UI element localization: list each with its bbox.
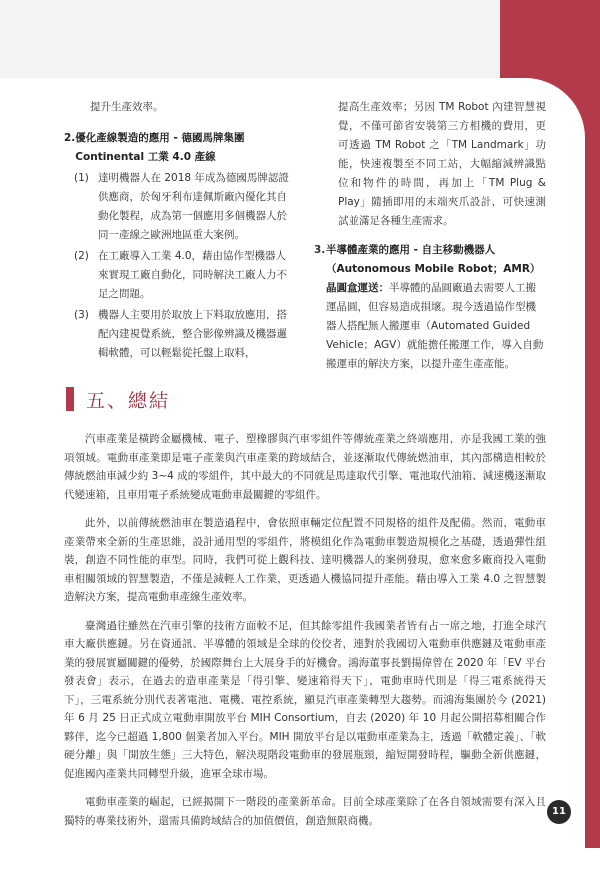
paragraph: 臺灣過往雖然在汽車引擎的技術方面較不足，但其餘零組件我國業者皆有占一席之地，打進全球汽車大廠供應鏈。另在資通訊、半導體的領域是全球的佼佼者，連對於我國切入電動車供應鏈及電動車產業的發展實屬關鍵的優勢，於國際舞台上大展身手的好機會。鴻海董事長劉揚偉曾在 2020 年「EV 平台發表會」表示，在過去的造車產業是「得引擎、變速箱得天下」，電動車時代則是「得三電系統得天下」，三電系統分別代表著電池、電機、電控系統，顯見汽車產業轉型大趨勢。而鴻海集團於今 (2021) 年 6 月 25 日正式成立電動車開放平台 MIH Consortium，自去 (2020) 年 10 月起公開招募相關合作夥伴，迄今已超過 1,800 個業者加入平台。MIH 開放平台是以電動車產業為主，透過「軟體定義」、「軟硬分離」與「開放生態」三大特色，解決現階段電動車的發展瓶頸，縮短開發時程，驅動全新供應鏈，促進國內產業共同轉型升級，進軍全球市場。: [64, 619, 546, 780]
section-3-content: [326, 241, 546, 374]
section-5-heading: [66, 386, 170, 412]
right-column: [314, 98, 546, 374]
right-continuation-text: 提高生產效率；另因 TM Robot 內建智慧視覺，不僅可節省安裝第三方相機的費用，更可透過 TM Robot 之「TM Landmark」功能，快速複製至不同工站，大幅縮減辨識點位和物件的時間，再加上「TM Plug & Play」隨插即用的末端夾爪設計，可快速測試並滿足各種生產需求。: [338, 101, 546, 227]
section-2-heading: [64, 129, 290, 167]
section-3-body: 半導體的晶圓廠過去需要人工搬運晶圓，但容易造成損壞。現今透過協作型機器人搭配無人搬運車（Automated Guided Vehicle；AGV）就能擔任搬運工作，導入自動搬運車的解決方案，以提升產生產產能。: [326, 282, 544, 370]
summary-body: [64, 430, 546, 840]
list-item-number: (3): [74, 309, 89, 321]
list-item-number: (2): [74, 250, 89, 262]
left-continuation-text: 提升生產效率。: [90, 101, 164, 113]
list-item: [74, 306, 290, 363]
list-item: [74, 247, 290, 304]
list-item-text: 機器人主要用於取放上下料取放應用，搭配內建視覺系統，整合影像辨識及機器邏輯軟體，可以輕鬆從托盤上取料，: [98, 309, 287, 359]
section-2-number: 2.: [64, 132, 76, 144]
page-number: 11: [547, 800, 571, 824]
section-2-title: 優化產線製造的應用 - 德國馬牌集團 Continental 工業 4.0 產線: [75, 132, 245, 163]
section-3-number: 3.: [314, 244, 326, 256]
paragraph: 此外，以前傳統燃油車在製造過程中，會依照車輛定位配置不同規格的組件及配備。然而，電動車產業帶來全新的生產思維，設計通用型的零組件，將模組化作為電動車製造規模化之基礎，透過彈性組裝，創造不同性能的車型。同時，我們可從上觀科技、達明機器人的案例發現，愈來愈多廠商投入電動車相關領域的智慧製造，不僅是減輕人工作業，更透過人機協同提升產能。藉由導入工業 4.0 之智慧製造解決方案，提高電動車產線生產效率。: [64, 517, 546, 603]
heading-accent-bar: [66, 387, 74, 411]
left-column: [64, 98, 290, 365]
section-3: [314, 241, 546, 374]
section-5-title: 五、總結: [86, 389, 171, 412]
section-3-title: 半導體產業的應用 - 自主移動機器人（Autonomous Mobile Robot；AMR）晶圓盒運送：: [326, 244, 541, 294]
paragraph: 電動車產業的崛起，已經揭開下一階段的產業新革命。目前全球產業除了在各自領域需要有深入且獨特的專業技術外，還需具備跨域結合的加值價值，創造無限商機。: [64, 796, 546, 827]
list-item: [74, 169, 290, 245]
paragraph: 汽車產業是橫跨金屬機械、電子、塑橡膠與汽車零組件等傳統產業之終端應用，亦是我國工業的強項領域。電動車產業即是電子產業與汽車產業的跨域結合，並逐漸取代傳統燃油車，其內部構造相較於傳統燃油車減少約 3~4 成的零組件，其中最大的不同就是馬達取代引擎、電池取代油箱、減速機逐漸取代變速箱，且車用電子系統變成電動車最關鍵的零組件。: [64, 433, 546, 501]
list-item-number: (1): [74, 172, 89, 184]
list-item-text: 達明機器人在 2018 年成為德國馬牌認證供應商，於匈牙利布達佩斯廠內優化其自動化製程，成為第一個應用多個機器人於同一產線之歐洲地區重大案例。: [98, 172, 289, 241]
list-item-text: 在工廠導入工業 4.0，藉由協作型機器人來實現工廠自動化，同時解決工廠人力不足之問題。: [98, 250, 287, 300]
